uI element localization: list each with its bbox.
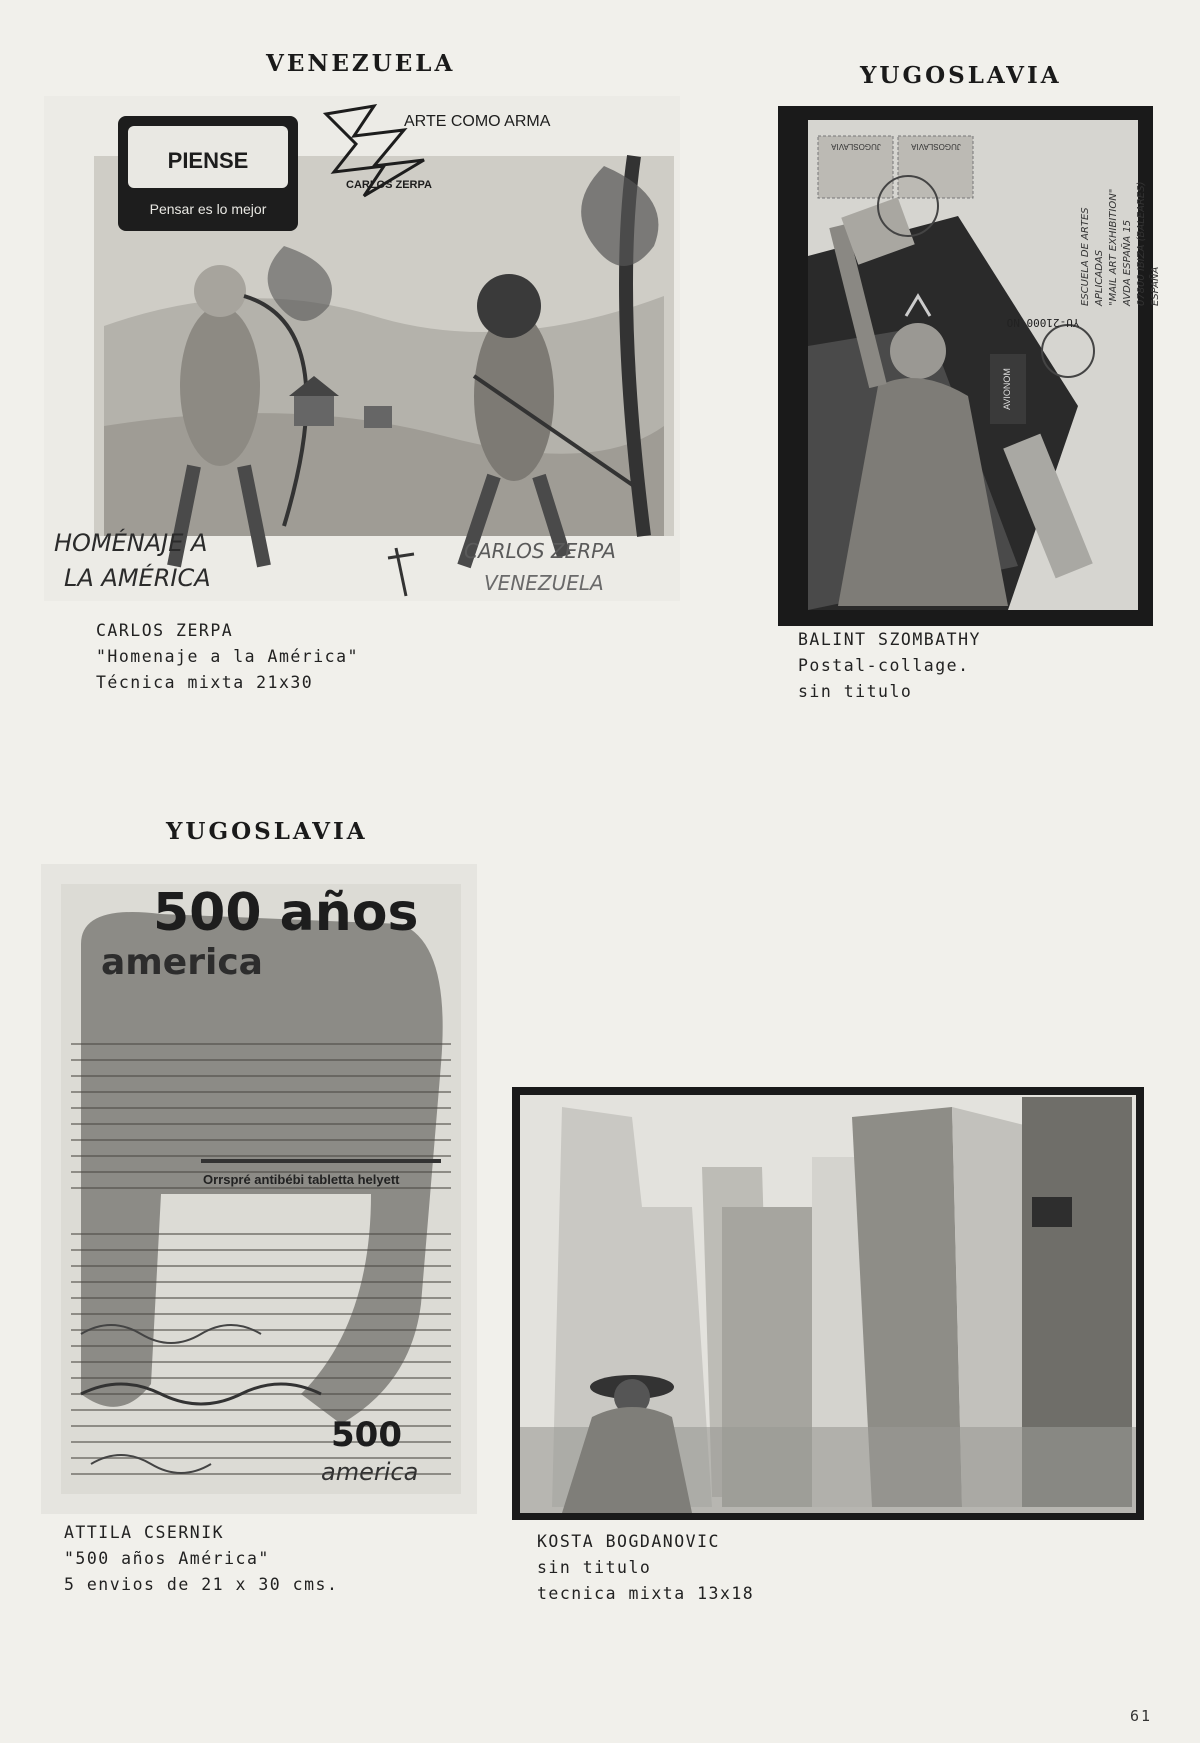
zerpa-stamp: CARLOS ZERPA bbox=[346, 179, 432, 191]
zerpa-handwriting-left-2: LA AMÉRICA bbox=[64, 564, 211, 592]
stamp-text: JUGOSLAVIA bbox=[831, 142, 881, 151]
country-heading-venezuela: VENEZUELA bbox=[266, 50, 456, 77]
bogdanovic-collage-image bbox=[512, 1087, 1144, 1520]
zerpa-handwriting-left-1: HOMÉNAJE A bbox=[54, 529, 208, 557]
caption-technique: Técnica mixta 21x30 bbox=[96, 673, 314, 692]
caption-title: "500 años América" bbox=[64, 1549, 270, 1568]
page-number: 61 bbox=[1129, 1707, 1152, 1725]
caption-title: "Homenaje a la América" bbox=[96, 647, 359, 666]
newspaper-headline: Orrspré antibébi tabletta helyett bbox=[203, 1172, 400, 1187]
country-heading-yugoslavia-bottom: YUGOSLAVIA bbox=[166, 818, 368, 845]
address-line: ESPAÑA bbox=[1150, 266, 1161, 306]
zerpa-handwriting-right-1: CARLOS ZERPA bbox=[464, 539, 616, 563]
stamp-text: JUGOSLAVIA bbox=[911, 142, 961, 151]
country-heading-yugoslavia-top: YUGOSLAVIA bbox=[860, 62, 1062, 89]
caption-artist: ATTILA CSERNIK bbox=[64, 1523, 225, 1542]
caption-technique: sin titulo bbox=[798, 682, 913, 701]
caption-technique: 5 envios de 21 x 30 cms. bbox=[64, 1575, 339, 1594]
postcode-text: YU-21000 NO bbox=[1006, 316, 1080, 329]
caption-title: Postal-collage. bbox=[798, 656, 970, 675]
csernik-bottom-word: america bbox=[321, 1458, 419, 1486]
caption-title: sin titulo bbox=[537, 1558, 652, 1577]
caption-technique: tecnica mixta 13x18 bbox=[537, 1584, 755, 1603]
caption-artist: BALINT SZOMBATHY bbox=[798, 630, 981, 649]
csernik-big-title: 500 años bbox=[153, 883, 419, 943]
caption-zerpa bbox=[96, 618, 359, 696]
caption-artist: KOSTA BOGDANOVIC bbox=[537, 1532, 720, 1551]
zerpa-slogan: ARTE COMO ARMA bbox=[404, 113, 551, 130]
artwork-szombathy-postal-collage bbox=[778, 106, 1161, 626]
artwork-csernik-500-anos bbox=[41, 864, 477, 1514]
csernik-bottom-number: 500 bbox=[331, 1415, 402, 1455]
address-line: ESCUELA DE ARTES bbox=[1080, 207, 1091, 306]
zerpa-tagline: Pensar es lo mejor bbox=[149, 201, 267, 217]
artwork-zerpa-homenaje bbox=[44, 96, 680, 601]
address-line: 07800 IBIZA (BALEARES) bbox=[1136, 181, 1147, 306]
csernik-big-word: america bbox=[101, 942, 263, 983]
address-line: APLICADAS bbox=[1094, 249, 1105, 306]
air-mail-label: AVIONOM bbox=[1002, 368, 1012, 410]
caption-artist: CARLOS ZERPA bbox=[96, 621, 234, 640]
caption-csernik bbox=[64, 1520, 338, 1598]
zerpa-handwriting-right-2: VENEZUELA bbox=[484, 571, 604, 595]
zerpa-collage-image bbox=[44, 96, 680, 601]
address-line: AVDA ESPAÑA 15 bbox=[1122, 219, 1133, 306]
caption-bogdanovic bbox=[537, 1529, 754, 1607]
artwork-bogdanovic-sin-titulo bbox=[512, 1087, 1144, 1520]
caption-szombathy bbox=[798, 627, 981, 705]
szombathy-collage-image bbox=[778, 106, 1161, 626]
zerpa-logo-text: PIENSE bbox=[167, 148, 249, 173]
address-line: "MAIL ART EXHIBITION" bbox=[1108, 188, 1119, 306]
csernik-collage-image bbox=[41, 864, 477, 1514]
